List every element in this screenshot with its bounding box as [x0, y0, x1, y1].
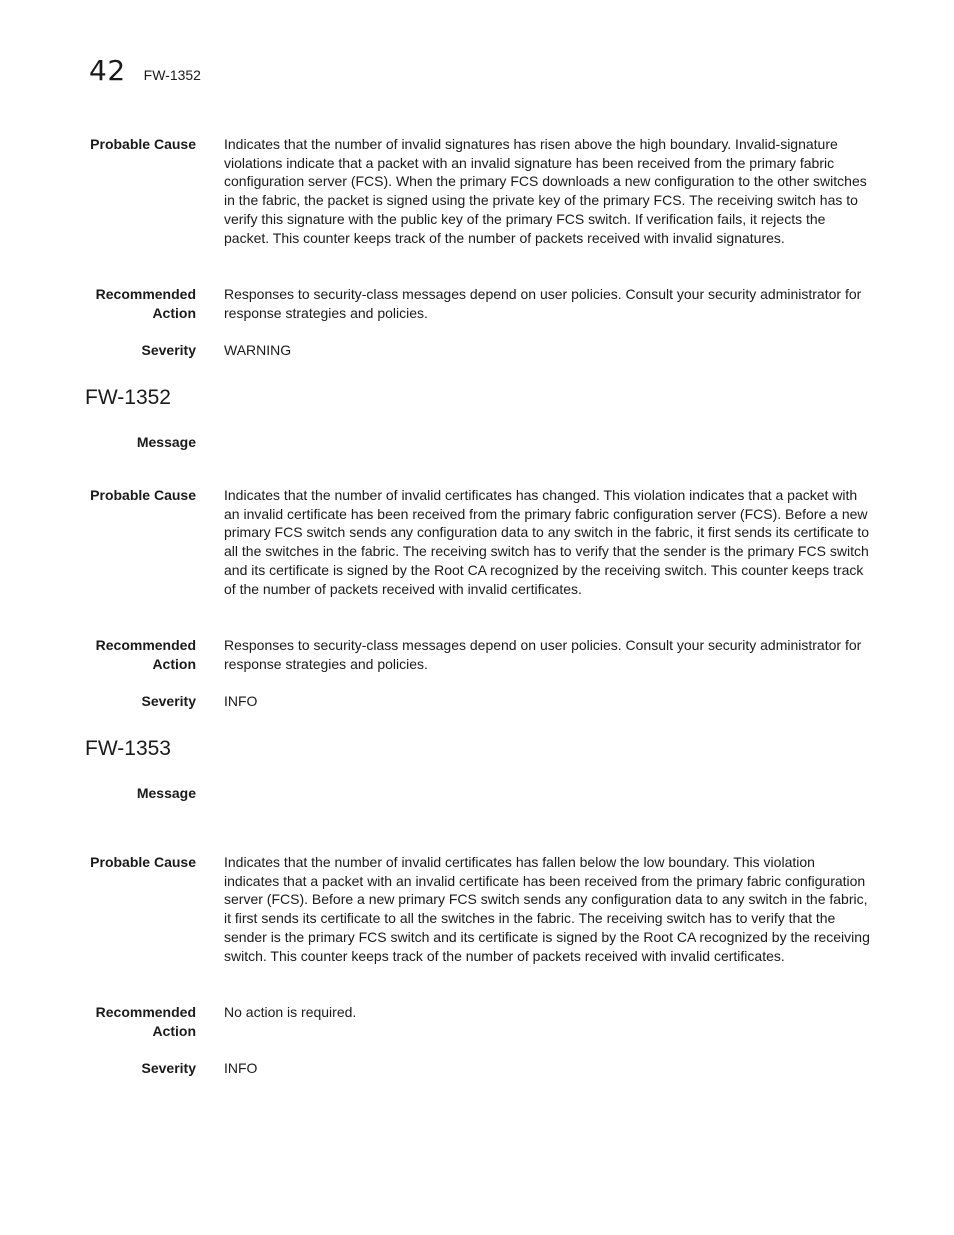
recommended-action-label [66, 285, 196, 323]
recommended-label-line: Recommended [95, 286, 196, 302]
chapter-number: 42 [89, 54, 126, 87]
severity-label: Severity [141, 342, 196, 358]
probable-cause-text: Indicates that the number of invalid certificates has fallen below the low boundary. This violation indicates that a packet with an invalid certificate has been received from the primary fabric configuration server (FCS). Before a new primary FCS switch sends any configuration data to any switch in the fabric, it first sends its certificate to all the switches in the fabric. The receiving switch has to verify that the sender is the primary FCS switch and its certificate is signed by the Root CA recognized by the receiving switch. This counter keeps track of the number of packets received with invalid certificates. [224, 854, 870, 964]
probable-cause-text: Indicates that the number of invalid signatures has risen above the high boundary. Invalid-signature violations indicate that a packet with an invalid signature has been received from the primary fabric configuration server (FCS). When the primary FCS downloads a new configuration to the other switches in the fabric, the packet is signed using the private key of the primary FCS. The receiving switch has to verify this signature with the public key of the primary FCS switch. If verification fails, it rejects the packet. This counter keeps track of the number of packets received with invalid signatures. [224, 136, 867, 246]
action-label-line: Action [152, 1022, 196, 1039]
probable-cause-label: Probable Cause [90, 136, 196, 152]
probable-cause-label: Probable Cause [90, 487, 196, 503]
running-header-title: FW-1352 [143, 67, 201, 83]
severity-value: WARNING [224, 342, 292, 358]
recommended-action-label [66, 1003, 196, 1041]
action-label-line: Action [152, 655, 196, 672]
message-label: Message [136, 434, 196, 450]
recommended-label-line: Recommended [95, 637, 196, 653]
severity-label: Severity [141, 693, 196, 709]
recommended-action-label [66, 636, 196, 674]
action-label-line: Action [152, 304, 196, 321]
section-heading-fw-1353: FW-1353 [85, 737, 171, 760]
section-heading-fw-1352: FW-1352 [85, 386, 171, 409]
page-header [89, 54, 201, 90]
recommended-action-text: Responses to security-class messages depend on user policies. Consult your security administrator for response strategies and policies. [224, 286, 862, 321]
probable-cause-label: Probable Cause [90, 854, 196, 870]
probable-cause-text: Indicates that the number of invalid certificates has changed. This violation indicates that a packet with an invalid certificate has been received from the primary fabric configuration server (FCS). Before a new primary FCS switch sends any configuration data to any switch in the fabric, it first sends its certificate to all the switches in the fabric. The receiving switch has to verify that the sender is the primary FCS switch and its certificate is signed by the Root CA recognized by the receiving switch. This counter keeps track of the number of packets received with invalid certificates. [224, 487, 870, 597]
recommended-action-text: No action is required. [224, 1004, 357, 1020]
severity-label: Severity [141, 1060, 196, 1076]
severity-value: INFO [224, 693, 258, 709]
recommended-label-line: Recommended [95, 1004, 196, 1020]
severity-value: INFO [224, 1060, 258, 1076]
recommended-action-text: Responses to security-class messages depend on user policies. Consult your security administrator for response strategies and policies. [224, 637, 862, 672]
message-label: Message [136, 785, 196, 801]
